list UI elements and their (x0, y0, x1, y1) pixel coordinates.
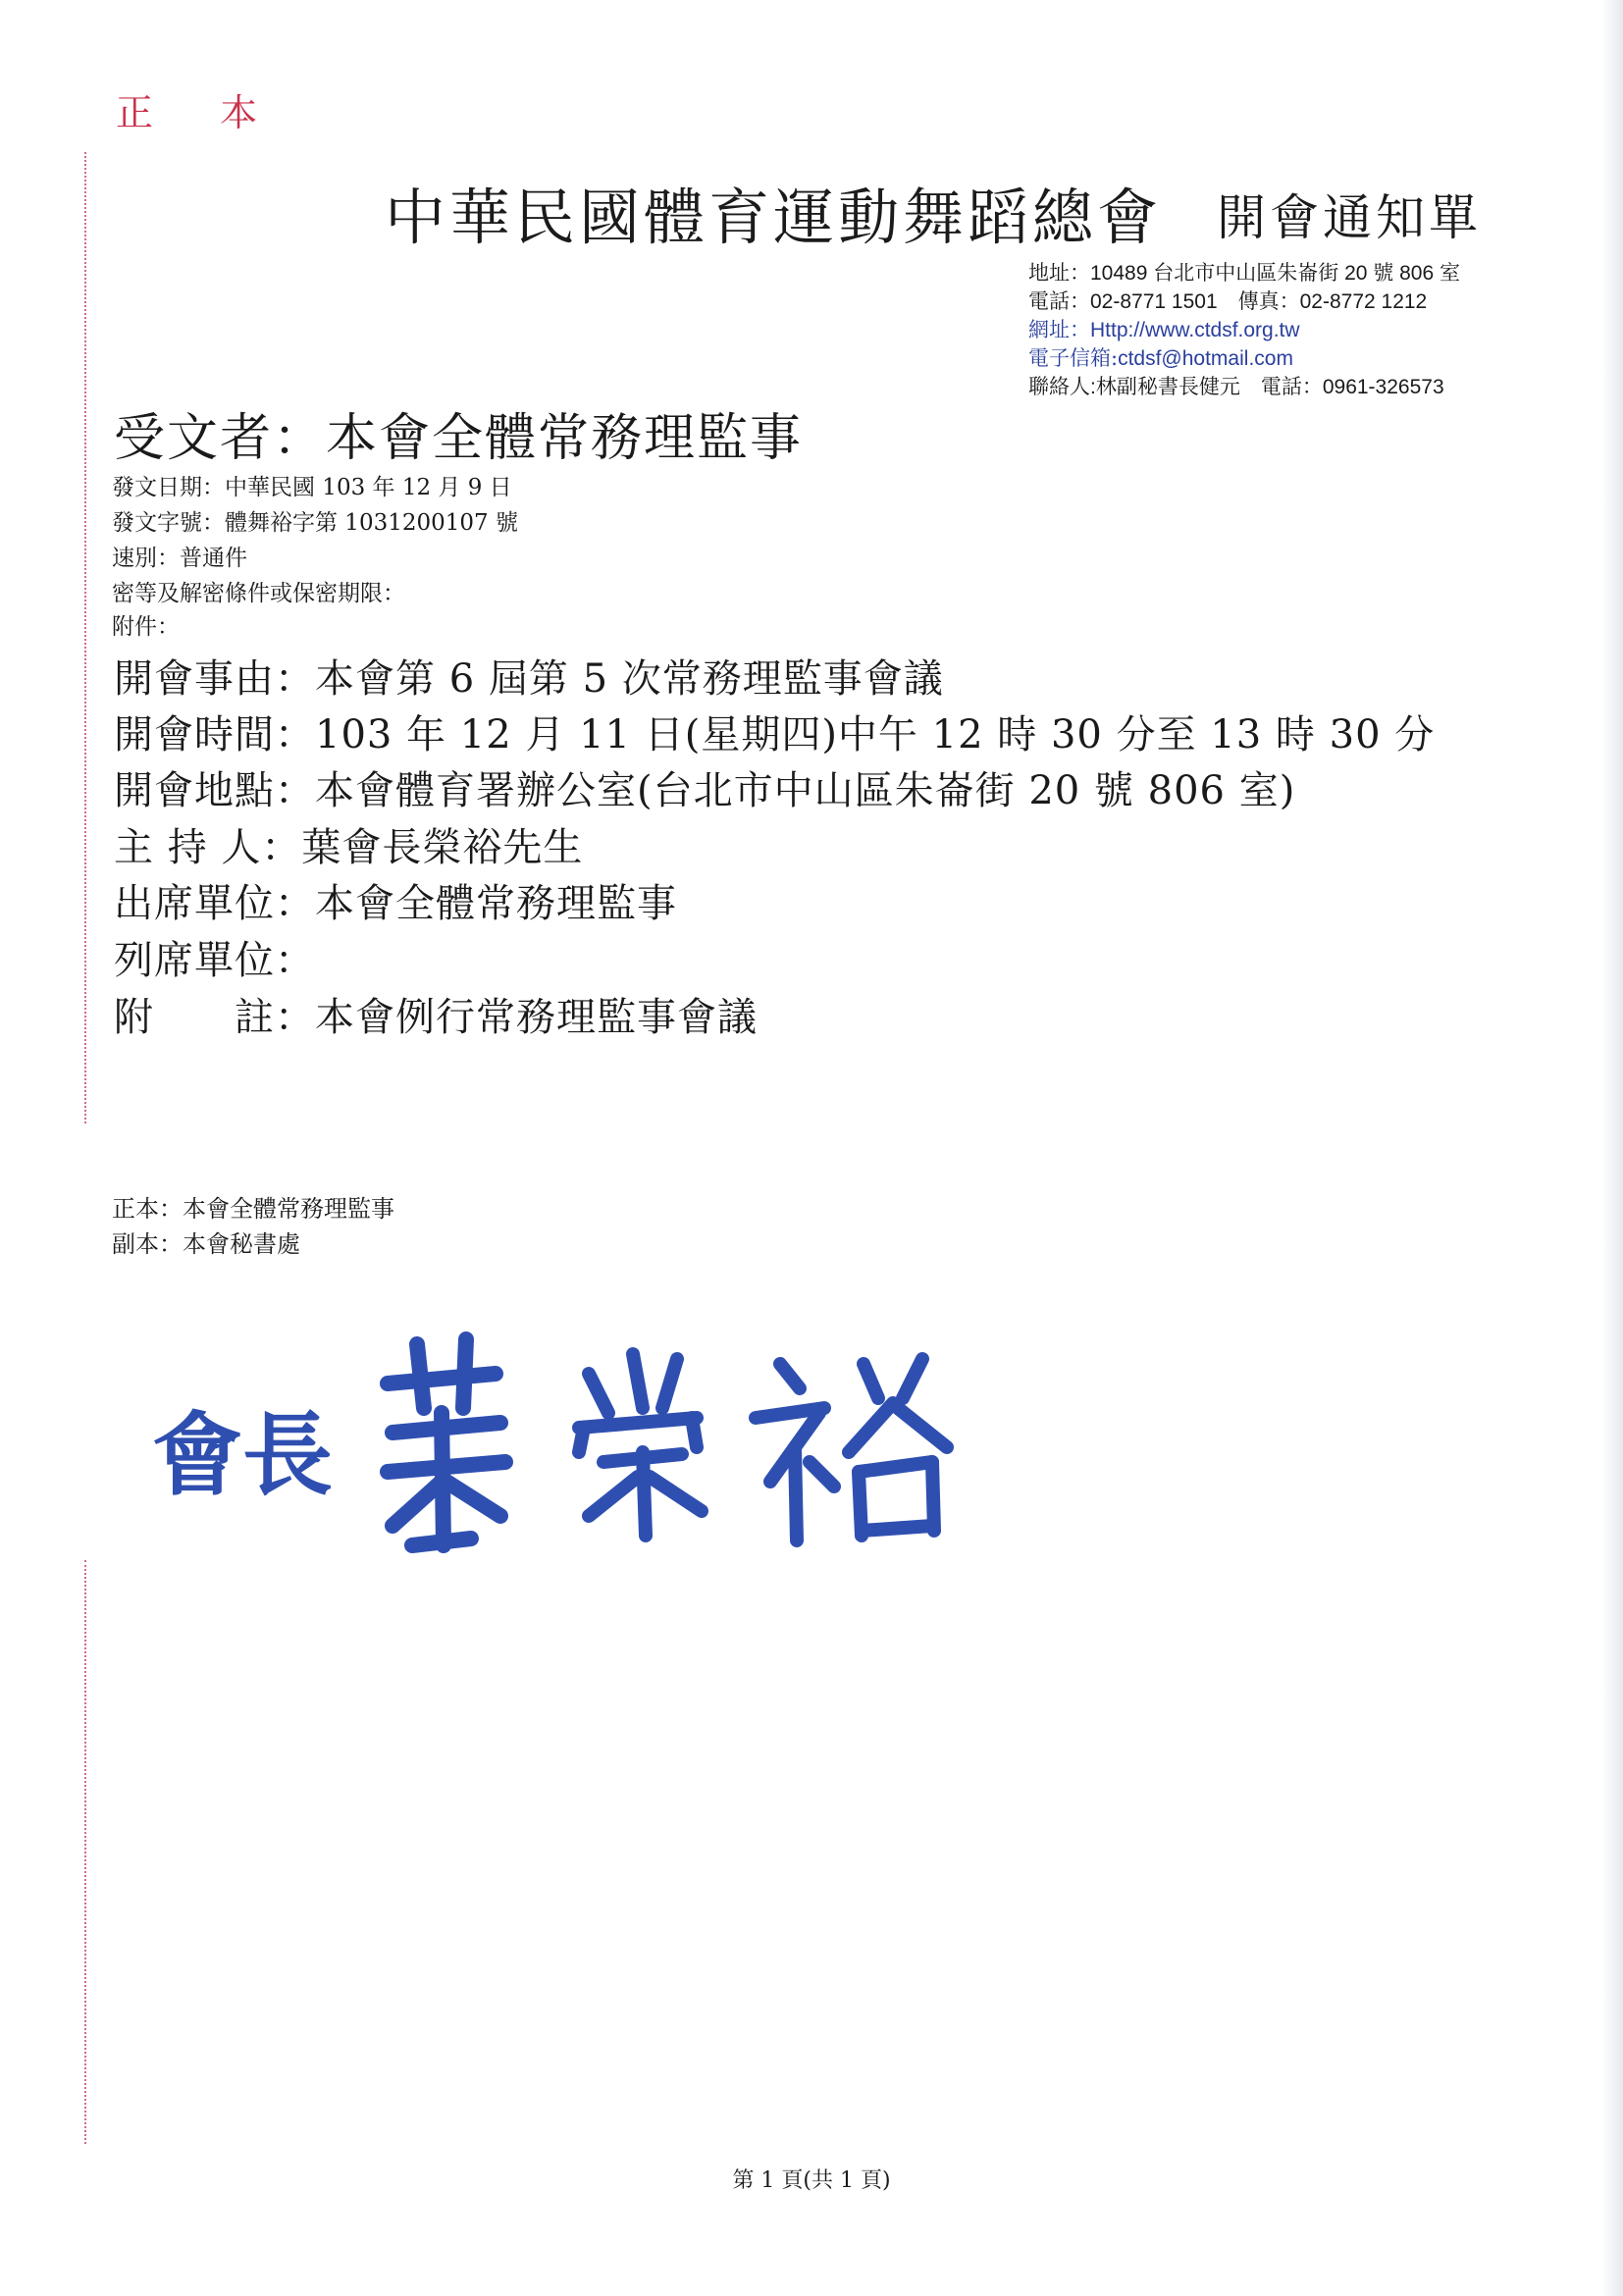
issue-date: 發文日期：中華民國 103 年 12 月 9 日 (112, 475, 512, 500)
org-contact-person: 聯絡人:林副秘書長健元 電話：0961-326573 (1028, 376, 1444, 398)
distribution-copy: 副本：本會秘書處 (112, 1230, 300, 1258)
meeting-host: 主 持 人：葉會長榮裕先生 (114, 825, 584, 870)
org-title: 中華民國體育運動舞蹈總會 (385, 182, 1163, 253)
meeting-note: 附 註：本會例行常務理監事會議 (114, 995, 758, 1040)
urgency: 速別：普通件 (112, 546, 247, 571)
website-label: 網址： (1028, 318, 1090, 341)
meeting-location: 開會地點：本會體育署辦公室(台北市中山區朱崙街 20 號 806 室) (114, 768, 1296, 813)
email-link[interactable]: ctdsf@hotmail.com (1118, 347, 1293, 370)
signature-name-brushwork (388, 1339, 947, 1545)
org-website[interactable] (1028, 314, 1300, 343)
meeting-attendees: 出席單位：本會全體常務理監事 (114, 881, 677, 926)
margin-dotted-line-lower (84, 1560, 86, 2144)
document-number: 發文字號：體舞裕字第 1031200107 號 (112, 510, 518, 536)
attachment-line: 附件： (112, 614, 180, 640)
website-link[interactable]: Http://www.ctdsf.org.tw (1090, 319, 1300, 341)
secrecy-level: 密等及解密條件或保密期限： (112, 581, 405, 606)
org-address: 地址：10489 台北市中山區朱崙街 20 號 806 室 (1028, 262, 1460, 285)
recipient-line: 受文者：本會全體常務理監事 (114, 409, 804, 468)
meeting-reason: 開會事由：本會第 6 屆第 5 次常務理監事會議 (114, 656, 944, 702)
doc-type-title: 開會通知單 (1217, 189, 1482, 246)
distribution-original: 正本：本會全體常務理監事 (112, 1195, 394, 1223)
meeting-time: 開會時間：103 年 12 月 11 日(星期四)中午 12 時 30 分至 13 時 30 分 (114, 712, 1436, 757)
email-label: 電子信箱: (1028, 346, 1119, 370)
scan-edge-shadow (1601, 0, 1623, 2296)
chairman-signature-stamp (147, 1315, 1030, 1570)
copy-mark: 正 本 (116, 91, 286, 134)
meeting-observers: 列席單位： (114, 938, 315, 983)
margin-dotted-line-upper (84, 152, 86, 1123)
page-number: 第 1 頁(共 1 頁) (732, 2168, 891, 2193)
org-email[interactable] (1028, 342, 1293, 372)
org-phone-fax: 電話：02-8771 1501 傳真：02-8772 1212 (1028, 290, 1428, 313)
signature-title-glyphs: 會長 (152, 1402, 334, 1508)
